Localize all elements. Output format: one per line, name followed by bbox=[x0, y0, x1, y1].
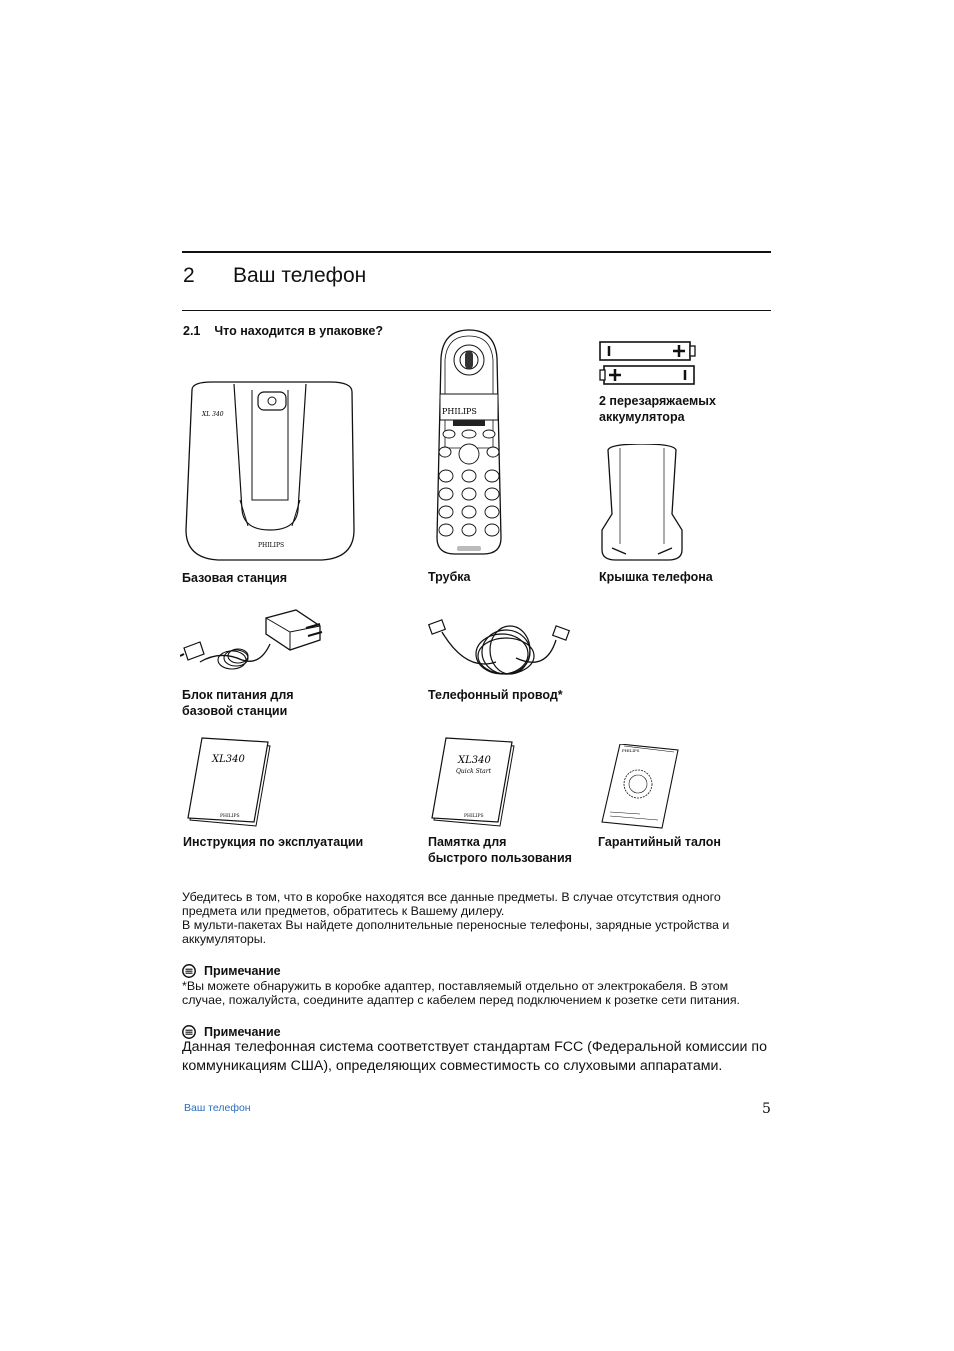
batteries-illustration bbox=[598, 338, 698, 388]
section-heading bbox=[183, 324, 397, 338]
note-icon bbox=[182, 964, 196, 978]
caption-power-line2: базовой станции bbox=[182, 704, 288, 718]
manual-brand-label: PHILIPS bbox=[220, 814, 240, 819]
caption-manual: Инструкция по эксплуатации bbox=[183, 835, 364, 849]
base-station-illustration bbox=[182, 380, 360, 564]
power-supply-illustration bbox=[180, 604, 328, 686]
caption-batteries-line1: 2 перезаряжаемых bbox=[599, 394, 716, 408]
caption-batteries bbox=[599, 393, 716, 425]
quickstart-sub-label: Quick Start bbox=[456, 768, 491, 775]
footer-section-link: Ваш телефон bbox=[184, 1102, 251, 1114]
note-1-heading-text: Примечание bbox=[204, 964, 281, 978]
note-2-heading-text: Примечание bbox=[204, 1025, 281, 1039]
note-1-heading bbox=[182, 964, 281, 978]
chapter-title: Ваш телефон bbox=[233, 264, 367, 287]
caption-batteries-line2: аккумулятора bbox=[599, 410, 685, 424]
caption-cover: Крышка телефона bbox=[599, 570, 713, 584]
caption-quickstart-line1: Памятка для bbox=[428, 835, 507, 849]
caption-phone-cord: Телефонный провод* bbox=[428, 688, 563, 702]
body-paragraph-1: Убедитесь в том, что в коробке находятся все данные предметы. В случае отсутствия одного предмета или предметов, обратитесь к Вашему дилеру. bbox=[182, 890, 721, 918]
top-rule bbox=[182, 251, 771, 253]
section-title: Что находится в упаковке? bbox=[214, 324, 384, 338]
quickstart-model-label: XL340 bbox=[458, 755, 491, 766]
caption-base-station: Базовая станция bbox=[182, 571, 288, 585]
manual-model-label: XL340 bbox=[212, 754, 245, 765]
cover-illustration bbox=[598, 444, 686, 564]
handset-illustration bbox=[431, 328, 507, 558]
note-2-heading bbox=[182, 1025, 281, 1039]
page-number: 5 bbox=[762, 1101, 771, 1117]
base-model-label: XL 340 bbox=[202, 411, 224, 418]
quickstart-booklet-illustration bbox=[430, 736, 516, 828]
caption-quickstart-line2: быстрого пользования bbox=[428, 851, 572, 865]
handset-display-text: PHILIPS bbox=[442, 407, 477, 416]
caption-handset: Трубка bbox=[428, 570, 471, 584]
note-icon bbox=[182, 1025, 196, 1039]
base-brand-label: PHILIPS bbox=[258, 542, 285, 549]
warranty-card-illustration bbox=[600, 744, 680, 830]
note-1-text: *Вы можете обнаружить в коробке адаптер, поставляемый отдельно от электрокабеля. В этом случае, пожалуйста, соедините адаптер с кабелем перед подключением к розетке сети питания. bbox=[182, 979, 740, 1007]
section-number: 2.1 bbox=[183, 324, 201, 338]
warranty-brand-label: PHILIPS bbox=[622, 748, 640, 753]
note-2-text: Данная телефонная система соответствует стандартам FCC (Федеральной комиссии по коммуникациям США), определяющих совместимость со слуховыми аппаратами. bbox=[182, 1039, 767, 1074]
chapter-number: 2 bbox=[183, 264, 195, 287]
caption-quickstart bbox=[428, 834, 572, 866]
body-paragraph-2: В мульти-пакетах Вы найдете дополнительные переносные телефоны, зарядные устройства и аккумуляторы. bbox=[182, 918, 730, 946]
caption-power-line1: Блок питания для bbox=[182, 688, 294, 702]
phone-cord-illustration bbox=[426, 612, 576, 694]
manual-booklet-illustration bbox=[186, 736, 272, 828]
caption-power-supply bbox=[182, 687, 294, 719]
header-rule bbox=[182, 310, 771, 311]
quickstart-brand-label: PHILIPS bbox=[464, 814, 484, 819]
caption-warranty: Гарантийный талон bbox=[598, 835, 721, 849]
